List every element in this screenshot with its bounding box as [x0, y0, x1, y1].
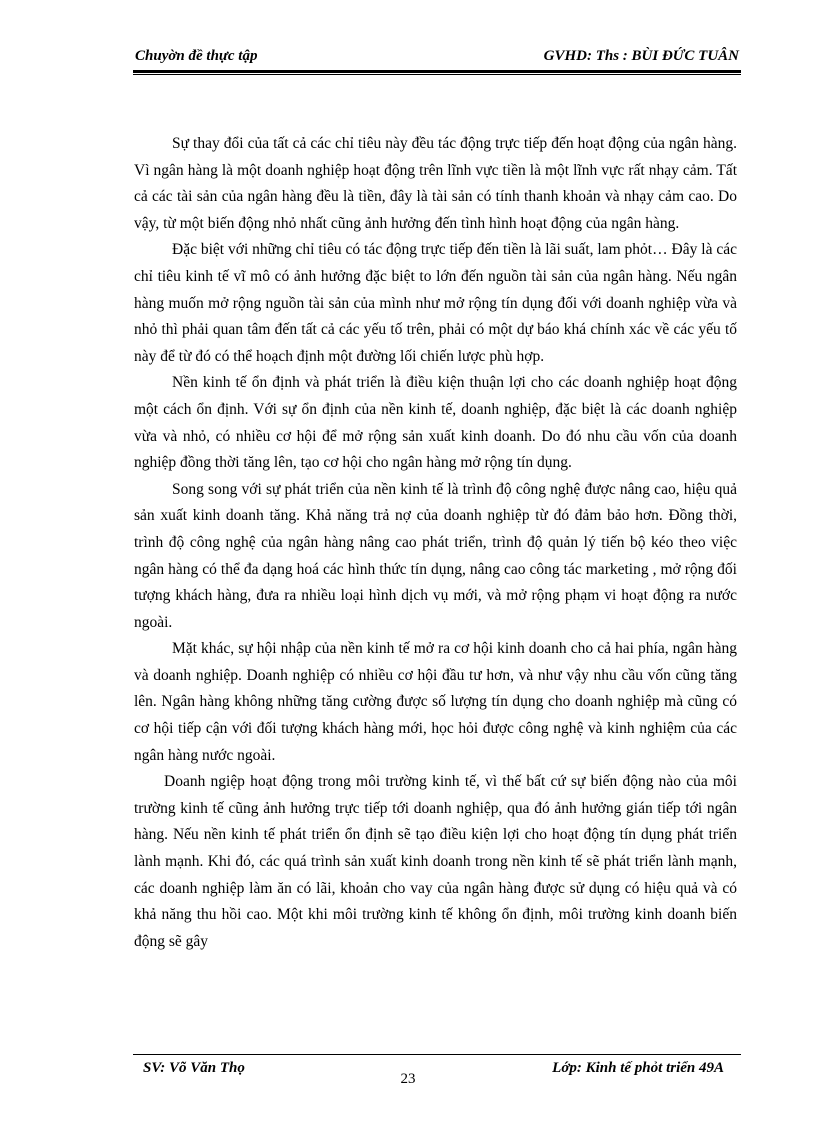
paragraph-1: Sự thay đổi của tất cả các chỉ tiêu này đều tác động trực tiếp đến hoạt động của ngân hàng. Vì ngân hàng là một doanh nghiệp hoạt động trên lĩnh vực tiền là một lĩnh vực rất nhạy cảm. Tất cả các tài sản của ngân hàng đều là tiền, đây là tài sản có tính thanh khoản và nhạy cảm cao. Do vậy, từ một biến động nhỏ nhất cũng ảnh hưởng đến tình hình hoạt động của ngân hàng. — [134, 135, 737, 232]
paragraph-6: Doanh ngiệp hoạt động trong môi trường kinh tế, vì thế bất cứ sự biến động nào của môi trường kinh tế cũng ảnh hưởng trực tiếp tới doanh nghiệp, qua đó ảnh hưởng gián tiếp tới ngân hàng. Nếu nền kinh tế phát triển ổn định sẽ tạo điều kiện lợi cho hoạt động tín dụng phát triển lành mạnh. Khi đó, các quá trình sản xuất kinh doanh trong nền kinh tế sẽ phát triển lành mạnh, các doanh nghiệp làm ăn có lãi, khoản cho vay của ngân hàng được sử dụng có hiệu quả và có khả năng thu hồi cao. Một khi môi trường kinh tế không ổn định, môi trường kinh doanh biến động sẽ gây — [134, 773, 737, 950]
document-body — [134, 131, 737, 955]
paragraph-5: Mặt khác, sự hội nhập của nền kinh tế mở ra cơ hội kinh doanh cho cả hai phía, ngân hàng và doanh nghiệp. Doanh nghiệp có nhiều cơ hội đầu tư hơn, và như vậy nhu cầu vốn cũng tăng lên. Ngân hàng không những tăng cường được số lượng tín dụng cho doanh nghiệp mà cũng có cơ hội tiếp cận với đối tượng khách hàng mới, học hỏi được công nghệ và kinh nghiệm của các ngân hàng nước ngoài. — [134, 640, 737, 764]
paragraph-3: Nền kinh tế ổn định và phát triển là điều kiện thuận lợi cho các doanh nghiệp hoạt động một cách ổn định. Với sự ổn định của nền kinh tế, doanh nghiệp, đặc biệt là các doanh nghiệp vừa và nhỏ, có nhiều cơ hội để mở rộng sản xuất kinh doanh. Do đó nhu cầu vốn của doanh nghiệp đồng thời tăng lên, tạo cơ hội cho ngân hàng mở rộng tín dụng. — [134, 374, 737, 472]
footer-rule — [133, 1054, 741, 1055]
paragraph-2: Đặc biệt với những chỉ tiêu có tác động trực tiếp đến tiền là lãi suất, lam phỏt… Đây là các chỉ tiêu kinh tế vĩ mô có ảnh hưởng đặc biệt to lớn đến nguồn tài sản của ngân hàng. Nếu ngân hàng muốn mở rộng nguồn tài sản của mình như mở rộng tín dụng đối với doanh nghiệp vừa và nhỏ thì phải quan tâm đến tất cả các yếu tố trên, phải có một dự báo khá chính xác về các yếu tố này để từ đó có thể hoạch định một đường lối chiến lược phù hợp. — [134, 241, 737, 365]
header-title: Chuyờn đề thực tập — [135, 48, 258, 64]
page-number: 23 — [400, 1071, 416, 1087]
footer-class: Lớp: Kinh tế phỏt triển 49A — [552, 1060, 724, 1076]
header-rule-thick — [133, 70, 741, 73]
page-header — [133, 45, 741, 69]
footer-student: SV: Võ Văn Thọ — [143, 1060, 245, 1076]
header-advisor: GVHD: Ths : BÙI ĐỨC TUÂN — [543, 48, 739, 64]
paragraph-4: Song song với sự phát triển của nền kinh tế là trình độ công nghệ được nâng cao, hiệu quả sản xuất kinh doanh tăng. Khả năng trả nợ của doanh nghiệp từ đó đảm bảo hơn. Đồng thời, trình độ công nghệ của ngân hàng nâng cao phát triển, trình độ quản lý tiến bộ kéo theo việc ngân hàng có thể đa dạng hoá các hình thức tín dụng, nâng cao công tác marketing , mở rộng đối tượng khách hàng, đưa ra nhiều loại hình dịch vụ mới, và mở rộng phạm vi hoạt động ra nước ngoài. — [134, 480, 737, 631]
header-rule-thin — [133, 74, 741, 75]
